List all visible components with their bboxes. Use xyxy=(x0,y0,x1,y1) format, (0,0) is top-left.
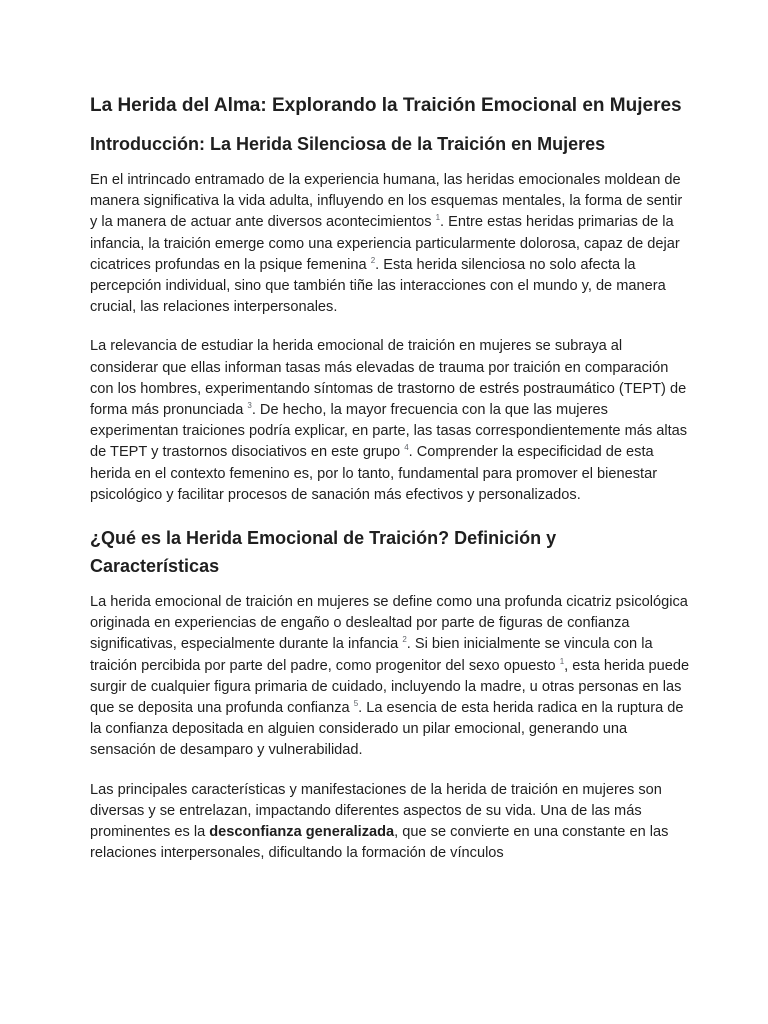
paragraph-3-text-a: La herida emocional de traición en mujeres se define como una profunda cicatriz psicológica originada en experiencias de engaño o deslealtad por parte de figuras de confianza significativas, especialmente durante la infancia xyxy=(90,594,688,653)
paragraph-1-text-c: . Esta herida silenciosa no solo afecta la percepción individual, sino que también tiñe las interacciones con el mundo y, de manera crucial, las relaciones interpersonales. xyxy=(90,256,666,316)
paragraph-3-text-d: . La esencia de esta herida radica en la ruptura de la confianza depositada en alguien considerado un pilar emocional, generando una sensación de desamparo y vulnerabilidad. xyxy=(90,700,684,759)
paragraph-1-text-a: En el intrincado entramado de la experiencia humana, las heridas emocionales moldean de manera significativa la vida adulta, influyendo en los esquemas mentales, la forma de sentir y la manera de actuar ante diversos acontecimientos xyxy=(90,172,683,231)
document-page xyxy=(90,92,690,882)
citation-2: 2 xyxy=(370,255,376,265)
citation-1: 1 xyxy=(435,213,441,223)
paragraph-3-text-b: . Si bien inicialmente se vincula con la traición percibida por parte del padre, como progenitor del sexo opuesto xyxy=(90,636,653,674)
paragraph-1-text-b: . Entre estas heridas primarias de la infancia, la traición emerge como una experiencia particularmente dolorosa, capaz de dejar cicatrices profundas en la psique femenina xyxy=(90,214,680,273)
paragraph-2-text-a: La relevancia de estudiar la herida emocional de traición en mujeres se subraya al considerar que ellas informan tasas más elevadas de trauma por traición en comparación con los hombres, experimentando síntomas de trastorno de estrés postraumático (TEPT) de forma más pronunciada xyxy=(90,338,687,419)
paragraph-3 xyxy=(90,592,690,762)
citation-4: 4 xyxy=(404,443,409,453)
paragraph-4-text-a: Las principales características y manifestaciones de la herida de traición en mujeres son diversas y se entrelazan, impactando diferentes aspectos de su vida. Una de las más prominentes es la xyxy=(90,781,662,841)
paragraph-1 xyxy=(90,170,690,318)
citation-3: 3 xyxy=(247,401,252,411)
paragraph-2-text-c: . Comprender la especificidad de esta herida en el contexto femenino es, por lo tanto, fundamental para promover el bienestar psicológico y facilitar procesos de sanación más efectivos y personalizados. xyxy=(90,444,658,503)
paragraph-4-text-b: , que se convierte en una constante en las relaciones interpersonales, dificultando la formación de vínculos xyxy=(90,824,669,862)
paragraph-2 xyxy=(90,336,690,506)
citation-1b: 1 xyxy=(559,656,565,666)
paragraph-4 xyxy=(90,780,690,865)
definition-heading: ¿Qué es la Herida Emocional de Traición? Definición y Características xyxy=(90,528,557,577)
citation-2b: 2 xyxy=(402,635,407,645)
document-title: La Herida del Alma: Explorando la Traición Emocional en Mujeres xyxy=(90,95,682,116)
paragraph-2-text-b: . De hecho, la mayor frecuencia con la que las mujeres experimentan traiciones podría explicar, en parte, las tasas correspondientemente más altas de TEPT y trastornos disociativos en este grupo xyxy=(90,402,688,461)
paragraph-3-text-c: , esta herida puede surgir de cualquier figura primaria de cuidado, incluyendo la madre, u otras personas en las que se deposita una profunda confianza xyxy=(90,657,690,717)
bold-term: desconfianza generalizada xyxy=(209,824,395,841)
intro-heading: Introducción: La Herida Silenciosa de la Traición en Mujeres xyxy=(90,134,606,154)
citation-5: 5 xyxy=(353,699,359,709)
